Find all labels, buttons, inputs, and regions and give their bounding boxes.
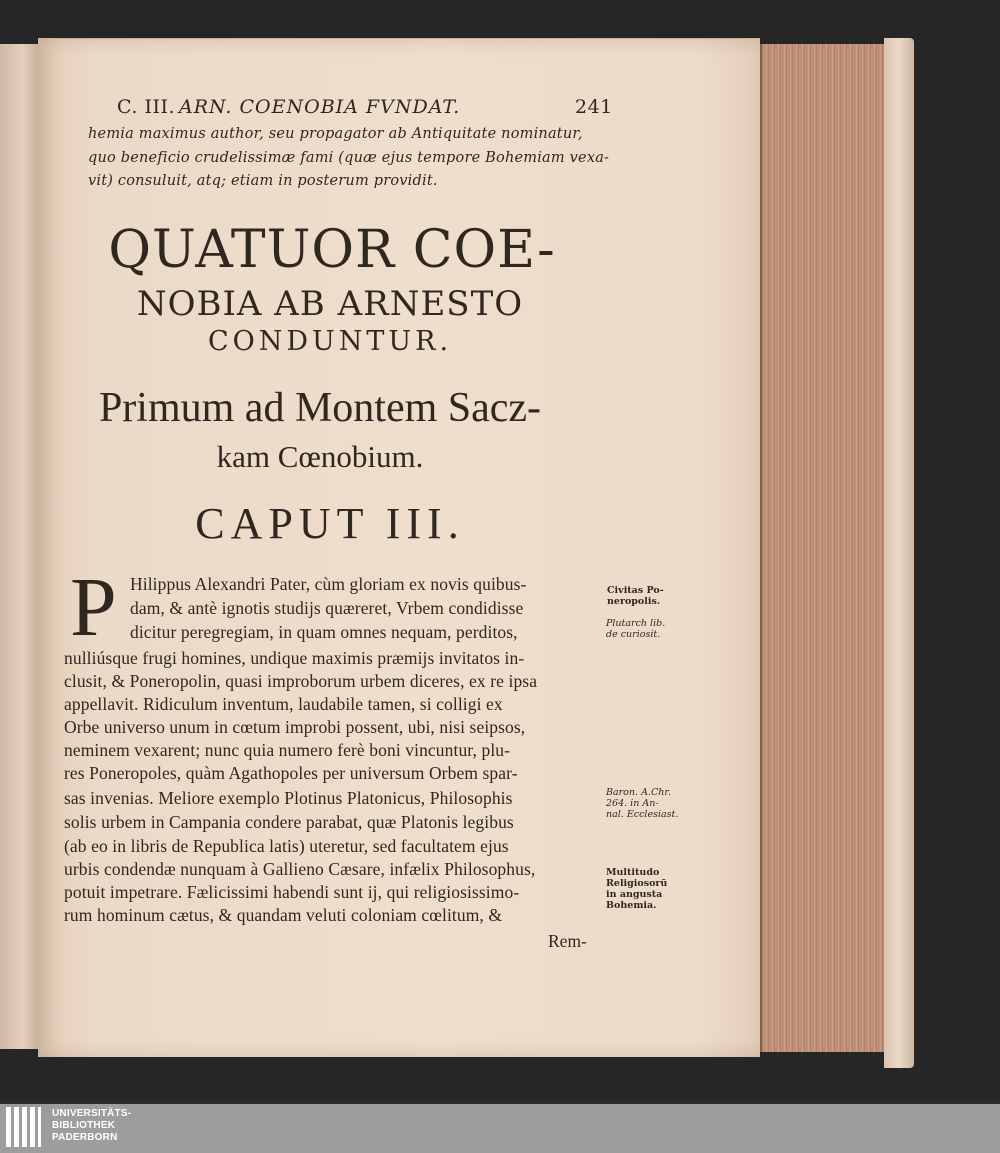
body-line: neminem vexarent; nunc quia numero ferè boni vincuntur, plu- (64, 740, 511, 760)
body-line: urbis condendæ nunquam à Gallieno Cæsare, infælix Philosophus, (64, 859, 536, 879)
heading-line-1: QUATUOR COE- (108, 220, 556, 280)
continuation-line: quo beneficio crudelissimæ fami (quæ ejus tempore Bohemiam vexa- (88, 150, 610, 166)
subheading-line-2: kam Cœnobium. (216, 439, 424, 474)
subheading-line-1: Primum ad Montem Sacz- (98, 385, 542, 431)
cover-edge (884, 38, 914, 1068)
heading-line-3: CONDUNTUR. (207, 326, 453, 357)
body-line: dam, & antè ignotis studijs quæreret, Vrbem condidisse (130, 598, 524, 618)
facing-page-edge (0, 44, 39, 1049)
margin-note-baron: Baron. A.Chr. 264. in An- nal. Ecclesiast. (606, 787, 679, 820)
running-head (117, 96, 613, 126)
catchword: Rem- (548, 931, 587, 951)
continuation-line: vit) consuluit, atq; etiam in posterum providit. (88, 173, 438, 189)
body-line: Orbe universo unum in cœtum improbi possent, ubi, nisi seipsos, (64, 717, 526, 737)
body-line: nulliúsque frugi homines, undique maximis præmijs invitatos in- (64, 648, 525, 668)
body-line: potuit impetrare. Fælicissimi habendi sunt ij, qui religiosissimo- (64, 882, 520, 902)
drop-cap: P (70, 561, 117, 654)
library-name: UNIVERSITÄTS- BIBLIOTHEK PADERBORN (52, 1108, 132, 1143)
margin-note-multitudo: Multitudo Religiosorū in angusta Bohemia. (606, 867, 668, 911)
running-head-chapter: C. III. (117, 96, 175, 118)
body-line: clusit, & Poneropolin, quasi improborum urbem diceres, ex re ipsa (64, 671, 538, 691)
body-line: dicitur peregregiam, in quam omnes nequam, perditos, (130, 622, 518, 642)
library-footer (0, 1104, 1000, 1153)
body-line: Hilippus Alexandri Pater, cùm gloriam ex novis quibus- (130, 574, 527, 594)
page-block-edge (760, 44, 887, 1052)
margin-note-civitas: Civitas Po- neropolis. (607, 585, 664, 607)
body-line: appellavit. Ridiculum inventum, laudabile tamen, si colligi ex (64, 694, 503, 714)
continuation-line: hemia maximus author, seu propagator ab Antiquitate nominatur, (88, 126, 583, 142)
page-number: 241 (575, 96, 613, 118)
running-head-title: ARN. COENOBIA FVNDAT. (179, 96, 461, 118)
body-line: res Poneropoles, quàm Agathopoles per universum Orbem spar- (64, 763, 518, 783)
heading-line-2: NOBIA AB ARNESTO (136, 284, 524, 324)
body-line: (ab eo in libris de Republica latis) uteretur, sed facultatem ejus (64, 836, 509, 856)
chapter-title: CAPUT III. (195, 499, 465, 548)
body-line: solis urbem in Campania condere parabat, quæ Platonis legibus (64, 812, 514, 832)
body-line: sas invenias. Meliore exemplo Plotinus Platonicus, Philosophis (64, 788, 513, 808)
library-logo-icon (6, 1107, 44, 1147)
body-line: rum hominum cætus, & quandam veluti coloniam cœlitum, & (64, 905, 503, 925)
margin-note-plutarch: Plutarch lib. de curiosit. (606, 618, 666, 640)
